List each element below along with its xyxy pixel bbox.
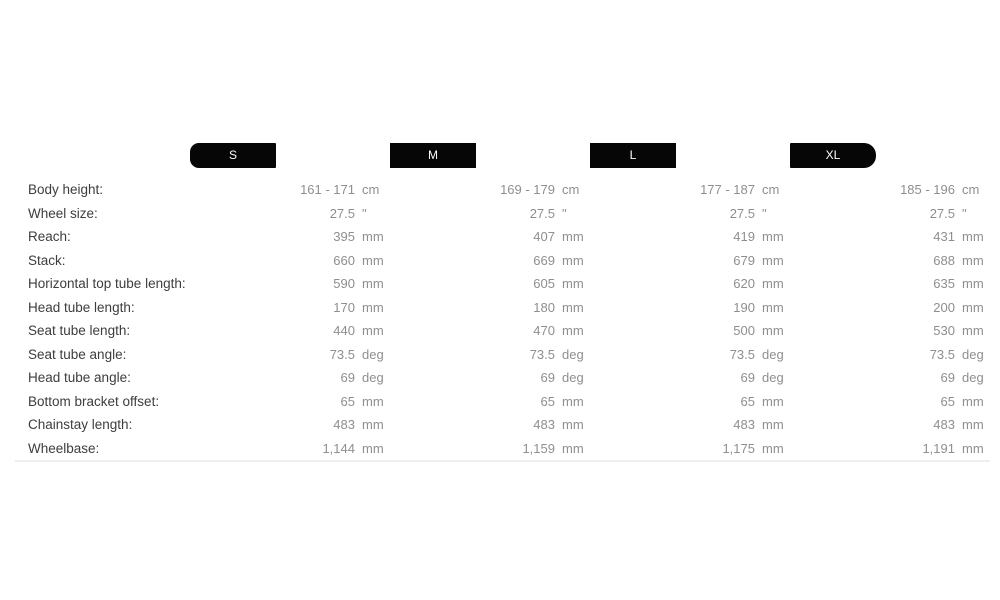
spec-unit: deg — [962, 346, 984, 362]
spec-cell-m — [390, 417, 590, 432]
spec-value: 679 — [733, 252, 755, 268]
spec-cell-l — [590, 276, 790, 291]
spec-value: 170 — [333, 299, 355, 315]
spec-cell-m — [390, 394, 590, 409]
spec-unit: mm — [962, 252, 984, 268]
spec-unit: mm — [562, 393, 584, 409]
spec-label: Bottom bracket offset: — [28, 393, 160, 409]
spec-cell-s — [190, 441, 390, 456]
spec-label: Wheel size: — [28, 205, 98, 221]
spec-row — [15, 366, 990, 390]
spec-value: 1,159 — [522, 440, 555, 456]
spec-cell-xl — [790, 253, 990, 268]
spec-value: 27.5 — [329, 205, 355, 221]
spec-row — [15, 178, 990, 202]
spec-cell-xl — [790, 347, 990, 362]
spec-cell-xl — [790, 229, 990, 244]
spec-unit: " — [962, 205, 967, 221]
spec-value: 169 - 179 — [500, 182, 555, 198]
spec-cell-m — [390, 300, 590, 315]
spec-value: 27.5 — [729, 205, 755, 221]
size-tab-l[interactable]: L — [590, 143, 676, 168]
spec-label: Reach: — [28, 229, 71, 245]
spec-row — [15, 343, 990, 367]
spec-cell-s — [190, 276, 390, 291]
spec-unit: mm — [562, 417, 584, 433]
spec-row — [15, 413, 990, 437]
spec-cell-s — [190, 300, 390, 315]
spec-rows — [15, 178, 990, 462]
spec-unit: mm — [962, 276, 984, 292]
spec-unit: mm — [362, 229, 384, 245]
size-tab-xl[interactable]: XL — [790, 143, 876, 168]
spec-unit: mm — [962, 440, 984, 456]
spec-unit: mm — [962, 323, 984, 339]
spec-unit: mm — [362, 323, 384, 339]
spec-value: 69 — [940, 370, 955, 386]
spec-value: 200 — [933, 299, 955, 315]
spec-unit: " — [362, 205, 367, 221]
spec-cell-s — [190, 182, 390, 197]
spec-cell-m — [390, 347, 590, 362]
spec-cell-l — [590, 300, 790, 315]
spec-value: 73.5 — [929, 346, 955, 362]
spec-cell-m — [390, 276, 590, 291]
spec-unit: mm — [962, 393, 984, 409]
spec-label: Body height: — [28, 182, 104, 198]
spec-cell-s — [190, 417, 390, 432]
spec-unit: mm — [762, 323, 784, 339]
size-col-m — [390, 143, 590, 168]
spec-unit: deg — [762, 346, 784, 362]
spec-cell-xl — [790, 417, 990, 432]
spec-unit: mm — [962, 299, 984, 315]
spec-cell-xl — [790, 206, 990, 221]
spec-unit: mm — [762, 229, 784, 245]
spec-row — [15, 319, 990, 343]
spec-unit: deg — [362, 370, 384, 386]
spec-unit: mm — [762, 276, 784, 292]
spec-value: 27.5 — [929, 205, 955, 221]
spec-unit: mm — [562, 276, 584, 292]
spec-row — [15, 296, 990, 320]
spec-value: 73.5 — [529, 346, 555, 362]
spec-value: 483 — [733, 417, 755, 433]
spec-cell-m — [390, 253, 590, 268]
spec-value: 73.5 — [329, 346, 355, 362]
spec-value: 590 — [333, 276, 355, 292]
spec-label: Chainstay length: — [28, 417, 133, 433]
spec-unit: deg — [962, 370, 984, 386]
spec-value: 65 — [540, 393, 555, 409]
spec-value: 660 — [333, 252, 355, 268]
spec-value: 688 — [933, 252, 955, 268]
spec-cell-l — [590, 441, 790, 456]
size-col-l — [590, 143, 790, 168]
size-selector-row — [15, 143, 990, 168]
size-row-spacer — [15, 143, 190, 168]
spec-cell-m — [390, 206, 590, 221]
spec-value: 530 — [933, 323, 955, 339]
spec-value: 180 — [533, 299, 555, 315]
spec-label: Head tube length: — [28, 299, 135, 315]
spec-value: 635 — [933, 276, 955, 292]
spec-unit: mm — [562, 299, 584, 315]
spec-cell-m — [390, 323, 590, 338]
spec-label: Seat tube angle: — [28, 346, 127, 362]
spec-cell-s — [190, 370, 390, 385]
spec-cell-l — [590, 370, 790, 385]
spec-row — [15, 390, 990, 414]
spec-value: 483 — [933, 417, 955, 433]
spec-row — [15, 437, 990, 461]
size-col-xl — [790, 143, 990, 168]
spec-cell-l — [590, 347, 790, 362]
spec-unit: " — [762, 205, 767, 221]
spec-cell-l — [590, 323, 790, 338]
spec-unit: deg — [362, 346, 384, 362]
spec-row — [15, 272, 990, 296]
spec-label: Head tube angle: — [28, 370, 131, 386]
spec-value: 69 — [740, 370, 755, 386]
spec-value: 605 — [533, 276, 555, 292]
spec-value: 185 - 196 — [900, 182, 955, 198]
spec-cell-s — [190, 206, 390, 221]
spec-value: 483 — [533, 417, 555, 433]
spec-cell-xl — [790, 323, 990, 338]
spec-row — [15, 249, 990, 273]
spec-row — [15, 225, 990, 249]
spec-value: 419 — [733, 229, 755, 245]
spec-unit: mm — [362, 417, 384, 433]
spec-value: 69 — [340, 370, 355, 386]
spec-unit: mm — [362, 252, 384, 268]
spec-unit: mm — [762, 252, 784, 268]
spec-value: 65 — [340, 393, 355, 409]
spec-unit: mm — [762, 417, 784, 433]
spec-cell-xl — [790, 182, 990, 197]
spec-cell-s — [190, 394, 390, 409]
size-tab-m[interactable]: M — [390, 143, 476, 168]
spec-label: Seat tube length: — [28, 323, 131, 339]
spec-unit: cm — [562, 182, 580, 198]
spec-unit: " — [562, 205, 567, 221]
spec-cell-xl — [790, 441, 990, 456]
spec-cell-m — [390, 441, 590, 456]
spec-value: 27.5 — [529, 205, 555, 221]
spec-label: Horizontal top tube length: — [28, 276, 186, 292]
spec-cell-m — [390, 229, 590, 244]
spec-unit: mm — [562, 252, 584, 268]
spec-unit: mm — [962, 229, 984, 245]
spec-unit: mm — [762, 299, 784, 315]
spec-value: 69 — [540, 370, 555, 386]
spec-value: 395 — [333, 229, 355, 245]
spec-unit: mm — [362, 276, 384, 292]
spec-cell-l — [590, 229, 790, 244]
spec-cell-s — [190, 347, 390, 362]
spec-label: Stack: — [28, 252, 66, 268]
spec-value: 407 — [533, 229, 555, 245]
spec-unit: mm — [362, 440, 384, 456]
spec-cell-s — [190, 323, 390, 338]
spec-cell-m — [390, 182, 590, 197]
spec-cell-l — [590, 253, 790, 268]
spec-value: 431 — [933, 229, 955, 245]
spec-unit: mm — [562, 440, 584, 456]
size-tab-s[interactable]: S — [190, 143, 276, 168]
spec-unit: deg — [562, 370, 584, 386]
spec-value: 483 — [333, 417, 355, 433]
spec-unit: deg — [762, 370, 784, 386]
spec-unit: mm — [762, 393, 784, 409]
spec-unit: cm — [962, 182, 980, 198]
spec-label: Wheelbase: — [28, 440, 100, 456]
spec-cell-xl — [790, 370, 990, 385]
spec-value: 669 — [533, 252, 555, 268]
spec-cell-l — [590, 206, 790, 221]
spec-cell-l — [590, 417, 790, 432]
spec-unit: mm — [762, 440, 784, 456]
spec-cell-l — [590, 394, 790, 409]
spec-unit: mm — [362, 393, 384, 409]
spec-row — [15, 202, 990, 226]
spec-value: 177 - 187 — [700, 182, 755, 198]
spec-value: 161 - 171 — [300, 182, 355, 198]
spec-value: 440 — [333, 323, 355, 339]
geometry-table — [15, 143, 990, 462]
spec-cell-s — [190, 229, 390, 244]
spec-cell-s — [190, 253, 390, 268]
spec-unit: deg — [562, 346, 584, 362]
spec-cell-xl — [790, 276, 990, 291]
size-col-s — [190, 143, 390, 168]
spec-value: 500 — [733, 323, 755, 339]
spec-unit: mm — [562, 323, 584, 339]
spec-unit: mm — [962, 417, 984, 433]
spec-unit: cm — [362, 182, 380, 198]
spec-cell-m — [390, 370, 590, 385]
spec-value: 470 — [533, 323, 555, 339]
spec-unit: mm — [362, 299, 384, 315]
spec-cell-xl — [790, 300, 990, 315]
spec-value: 65 — [940, 393, 955, 409]
spec-value: 73.5 — [729, 346, 755, 362]
spec-value: 620 — [733, 276, 755, 292]
spec-value: 1,175 — [722, 440, 755, 456]
spec-value: 1,191 — [922, 440, 955, 456]
spec-cell-xl — [790, 394, 990, 409]
spec-value: 1,144 — [322, 440, 355, 456]
spec-value: 190 — [733, 299, 755, 315]
spec-cell-l — [590, 182, 790, 197]
spec-unit: cm — [762, 182, 780, 198]
spec-value: 65 — [740, 393, 755, 409]
spec-unit: mm — [562, 229, 584, 245]
